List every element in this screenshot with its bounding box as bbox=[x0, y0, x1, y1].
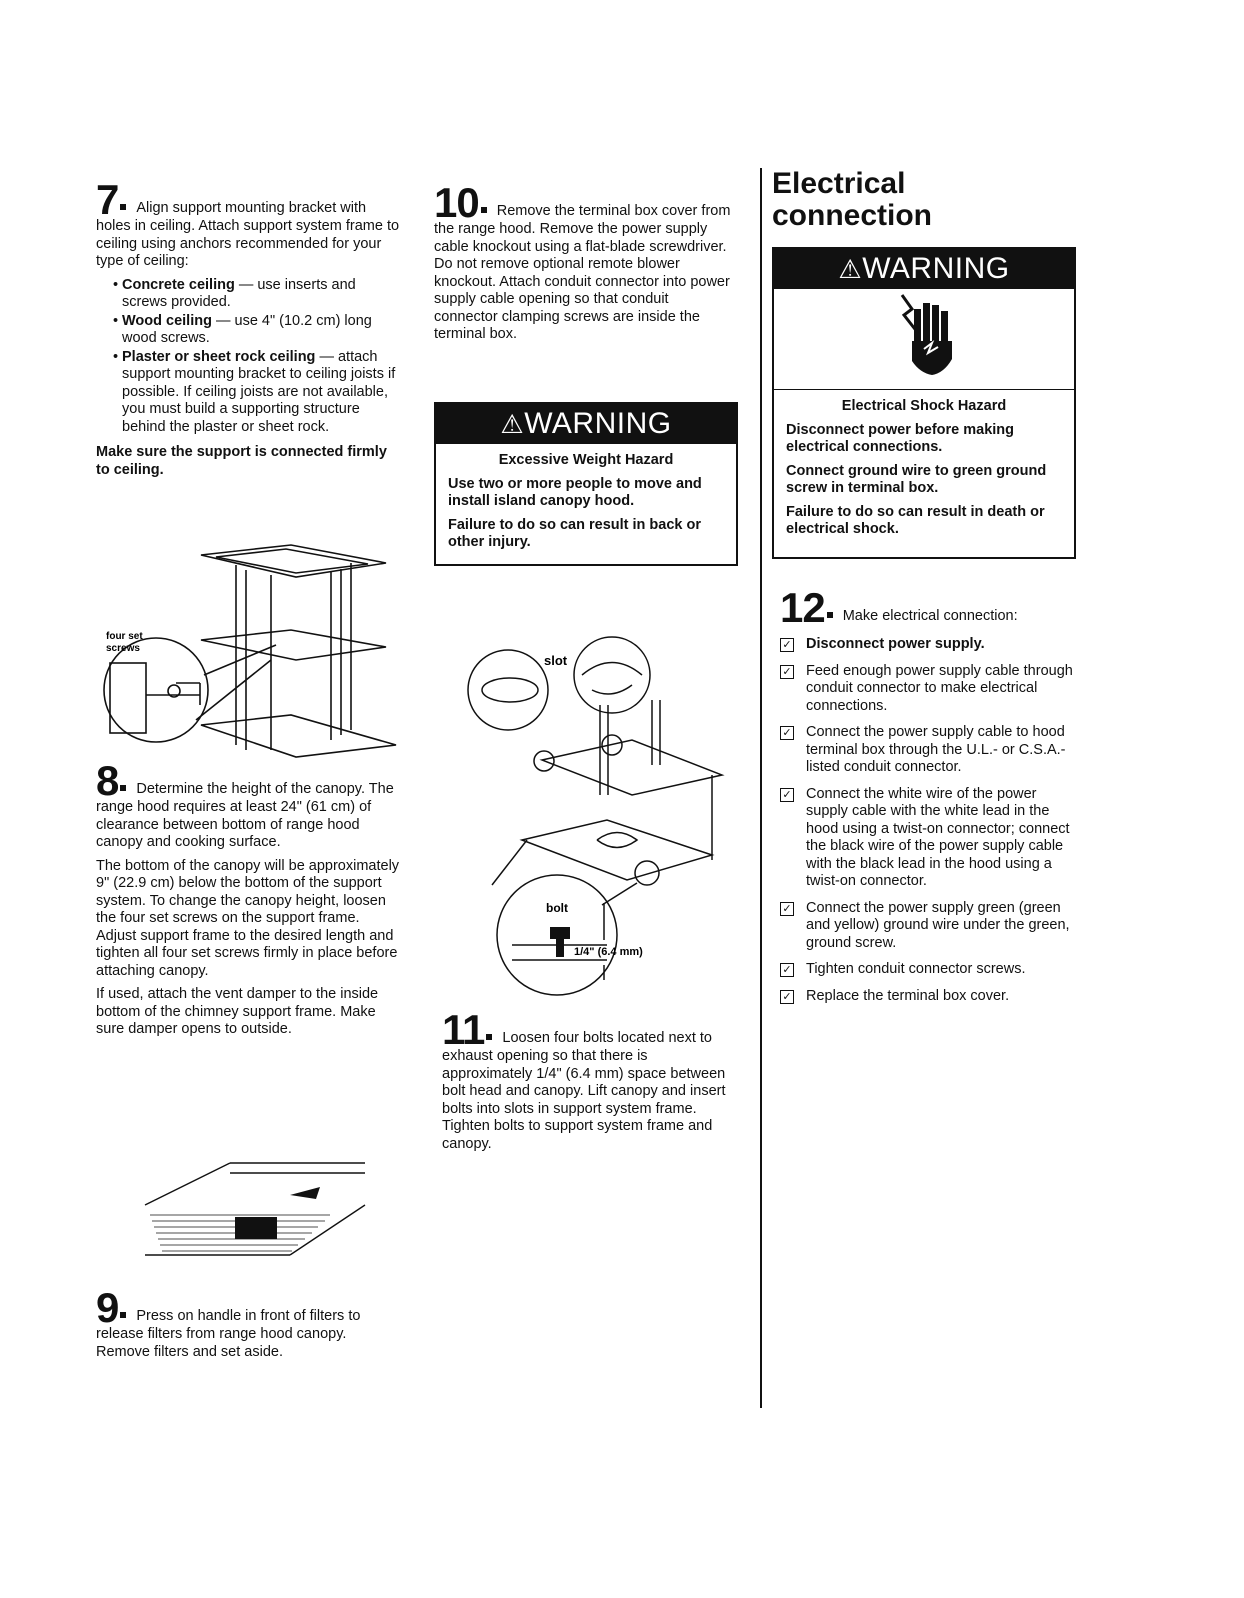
warning-triangle-icon: ⚠ bbox=[500, 409, 525, 439]
list-item bbox=[122, 313, 402, 348]
step-10-text: Remove the terminal box cover from the range hood. Remove the power supply cable knockout using a flat-blade screwdriver. Do not remove optional remote blower knockout. Attach conduit connector into power supply cable opening so that conduit connector clamping screws are inside the terminal box. bbox=[434, 203, 731, 342]
column-left-step9 bbox=[96, 1284, 402, 1367]
checkbox-icon[interactable]: ✓ bbox=[780, 963, 794, 977]
step-bullet bbox=[120, 785, 126, 791]
checklist-item bbox=[780, 724, 1076, 777]
step-8 bbox=[96, 757, 402, 852]
warning-box-electrical bbox=[772, 247, 1076, 559]
checklist bbox=[780, 636, 1076, 1005]
warning-title: Electrical Shock Hazard bbox=[841, 398, 1007, 414]
checkbox-icon[interactable]: ✓ bbox=[780, 726, 794, 740]
step-bullet bbox=[486, 1034, 492, 1040]
section-heading-line-2: connection bbox=[772, 199, 933, 232]
shock-hand-svg bbox=[774, 289, 1074, 389]
step-bullet bbox=[120, 204, 126, 210]
checklist-item-text: Tighten conduit connector screws. bbox=[806, 961, 1026, 977]
warning-line: Failure to do so can result in back or other injury. bbox=[448, 516, 701, 550]
warning-header-label: WARNING bbox=[524, 407, 672, 440]
checklist-item-text: Connect the power supply green (green and yellow) ground wire under the green, ground screw. bbox=[806, 899, 1070, 951]
checkbox-icon[interactable]: ✓ bbox=[780, 638, 794, 652]
list-item-term: Wood ceiling bbox=[122, 312, 212, 329]
column-divider bbox=[760, 168, 762, 1408]
step-bullet bbox=[481, 207, 487, 213]
figure-label-slot: slot bbox=[544, 653, 568, 668]
checkbox-icon[interactable]: ✓ bbox=[780, 990, 794, 1004]
warning-box-weight bbox=[434, 402, 738, 566]
checklist-item bbox=[780, 663, 1076, 716]
warning-header bbox=[774, 249, 1074, 289]
column-left-step8 bbox=[96, 757, 402, 1045]
checklist-item-text: Connect the white wire of the power supply cable with the white lead in the hood using a twist-on connector; connect the black wire of the power supply cable with the black lead in the hood using a twist-on connector. bbox=[806, 785, 1070, 889]
step-11 bbox=[442, 1006, 736, 1153]
column-left bbox=[96, 176, 402, 485]
filter-illustration bbox=[140, 1155, 370, 1275]
list-item-text: — use 4" (10.2 cm) long wood screws. bbox=[122, 312, 372, 346]
warning-header-label: WARNING bbox=[862, 252, 1010, 285]
figure-label-gap: 1/4" (6.4 mm) bbox=[574, 946, 643, 958]
step-bullet bbox=[827, 612, 833, 618]
list-item-text: — use inserts and screws provided. bbox=[122, 276, 356, 310]
checklist-item bbox=[780, 988, 1076, 1006]
column-right bbox=[780, 584, 1076, 1014]
checklist-item-text: Replace the terminal box cover. bbox=[806, 987, 1010, 1004]
warning-line: Use two or more people to move and install island canopy hood. bbox=[448, 475, 702, 509]
canopy-bolt-illustration bbox=[462, 635, 742, 1005]
checkbox-icon[interactable]: ✓ bbox=[780, 665, 794, 679]
step-12 bbox=[780, 584, 1076, 631]
step-bullet bbox=[120, 1312, 126, 1318]
step-8-number: 8 bbox=[96, 757, 119, 804]
ceiling-type-list bbox=[96, 277, 402, 437]
checklist-item-text: Connect the power supply cable to hood terminal box through the U.L.- or C.S.A.-listed conduit connector. bbox=[806, 724, 1066, 775]
warning-line: Connect ground wire to green ground screw in terminal box. bbox=[786, 462, 1047, 496]
step-7-note: Make sure the support is connected firmly to ceiling. bbox=[96, 444, 387, 478]
step-8-paragraph-2: The bottom of the canopy will be approximately 9" (22.9 cm) below the bottom of the support system. To change the canopy height, loosen the four set screws on the support frame. Adjust support frame to the desired length and tighten all four set screws firmly in place before attaching canopy. bbox=[96, 857, 400, 979]
step-7-intro: Align support mounting bracket with holes in ceiling. Attach support system frame to ceiling using anchors recommended for your type of ceiling: bbox=[96, 200, 400, 269]
list-item-text: — attach support mounting bracket to ceiling joists if possible. If ceiling joists are not available, you must build a supporting structure behind the plaster or sheet rock. bbox=[122, 348, 396, 435]
warning-title: Excessive Weight Hazard bbox=[498, 452, 674, 468]
support-frame-illustration bbox=[96, 535, 406, 765]
step-10-number: 10 bbox=[434, 179, 479, 226]
warning-line: Disconnect power before making electrical connections. bbox=[786, 421, 1015, 455]
step-12-intro: Make electrical connection: bbox=[842, 608, 1018, 624]
warning-body bbox=[436, 444, 736, 566]
figure-label-bolt: bolt bbox=[546, 901, 568, 915]
checkbox-icon[interactable]: ✓ bbox=[780, 788, 794, 802]
list-item-term: Plaster or sheet rock ceiling bbox=[122, 348, 316, 365]
step-11-number: 11 bbox=[442, 1006, 485, 1053]
warning-header bbox=[436, 404, 736, 444]
checklist-item bbox=[780, 900, 1076, 953]
figure-label-set-screws: four set bbox=[106, 631, 143, 642]
shock-hand-icon bbox=[774, 289, 1074, 390]
list-item bbox=[122, 277, 402, 312]
step-9-text: Press on handle in front of filters to release filters from range hood canopy. Remove filters and set aside. bbox=[96, 1308, 361, 1360]
column-middle bbox=[434, 179, 734, 350]
step-8-paragraph-1: Determine the height of the canopy. The range hood requires at least 24" (61 cm) of clearance between bottom of range hood canopy and cooking surface. bbox=[96, 781, 394, 850]
checklist-item bbox=[780, 636, 1076, 654]
list-item bbox=[122, 349, 402, 437]
checklist-item bbox=[780, 786, 1076, 891]
step-8-paragraph-3: If used, attach the vent damper to the inside bottom of the chimney support frame. Make sure damper opens to outside. bbox=[96, 986, 379, 1037]
checkbox-icon[interactable]: ✓ bbox=[780, 902, 794, 916]
step-9 bbox=[96, 1284, 402, 1361]
checklist-item-text: Feed enough power supply cable through conduit connector to make electrical connections. bbox=[806, 662, 1073, 714]
section-heading bbox=[772, 168, 932, 232]
step-10 bbox=[434, 179, 734, 344]
list-item-term: Concrete ceiling bbox=[122, 276, 235, 293]
warning-line: Failure to do so can result in death or electrical shock. bbox=[786, 503, 1045, 537]
warning-triangle-icon: ⚠ bbox=[838, 254, 863, 284]
step-7 bbox=[96, 176, 402, 271]
step-7-number: 7 bbox=[96, 176, 119, 223]
step-9-number: 9 bbox=[96, 1284, 119, 1331]
checklist-item bbox=[780, 961, 1076, 979]
step-12-number: 12 bbox=[780, 584, 825, 631]
figure-label-set-screws-2: screws bbox=[106, 643, 140, 654]
checklist-item-text: Disconnect power supply. bbox=[806, 636, 985, 652]
warning-body bbox=[774, 390, 1074, 553]
section-heading-line-1: Electrical bbox=[772, 167, 906, 200]
step-11-text: Loosen four bolts located next to exhaust opening so that there is approximately 1/4" (6.4 mm) space between bolt head and canopy. Lift canopy and insert bolts into slots in support system frame. Tighten bolts to support system frame and canopy. bbox=[442, 1030, 726, 1152]
column-middle-step11 bbox=[442, 1006, 736, 1159]
